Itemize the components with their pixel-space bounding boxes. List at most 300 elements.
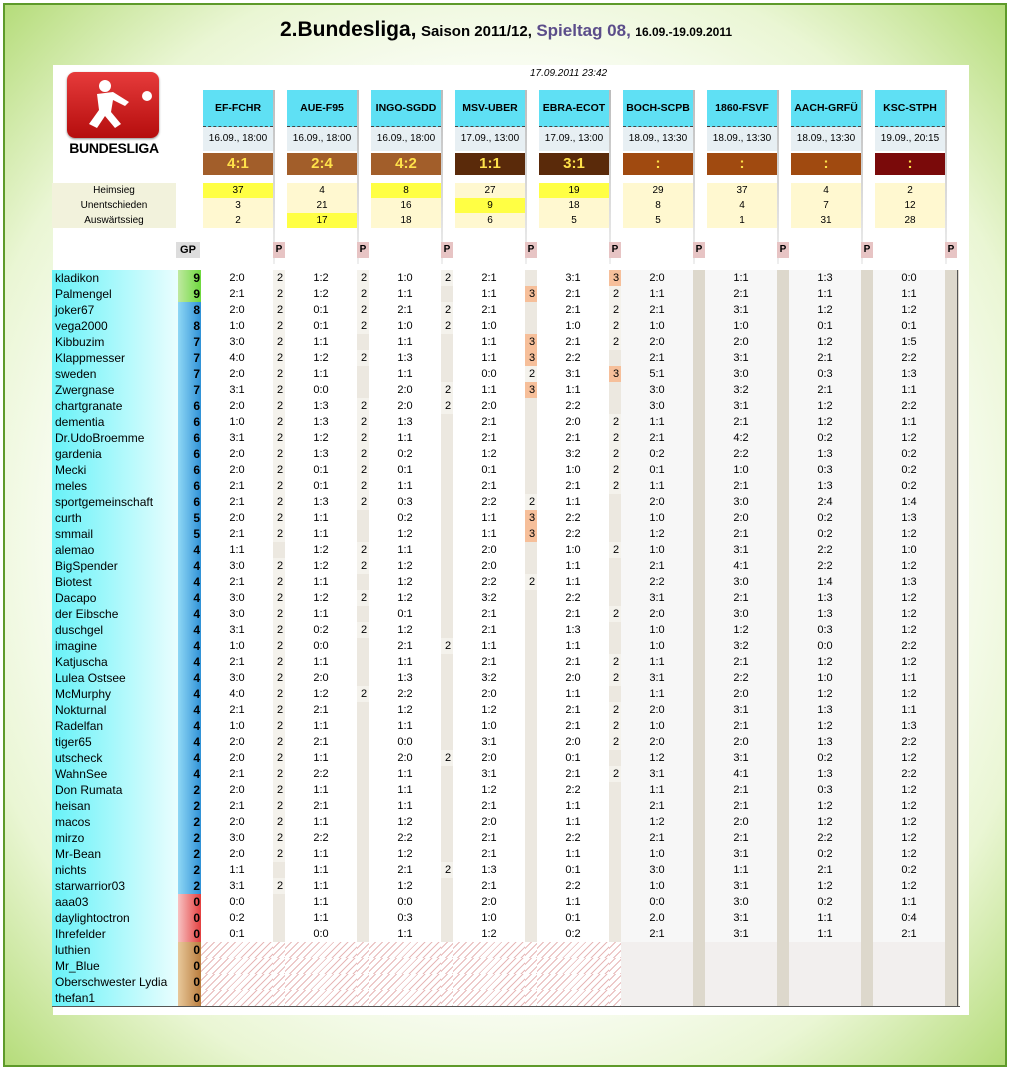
tip-cell: 4:2 [705, 430, 777, 446]
points-cell: 2 [357, 350, 371, 366]
match-result: 4:1 [203, 153, 273, 175]
tip-cell: 3:2 [705, 638, 777, 654]
points-cell: 2 [357, 686, 371, 702]
points-cell: 2 [441, 638, 455, 654]
tip-cell: 2:1 [621, 926, 693, 942]
tip-cell: 0:2 [369, 446, 441, 462]
tip-cell: 1:2 [789, 798, 861, 814]
player-name[interactable]: starwarrior03 [52, 878, 178, 894]
column-shadow [273, 90, 275, 264]
tip-cell [369, 942, 441, 958]
tip-cell: 2:1 [789, 862, 861, 878]
column-divider [957, 942, 958, 958]
player-name[interactable]: WahnSee [52, 766, 178, 782]
player-name[interactable]: dementia [52, 414, 178, 430]
logo-wordmark: BUNDESLIGA [69, 140, 159, 156]
tip-cell: 0:0 [285, 638, 357, 654]
tip-cell: 2:1 [621, 430, 693, 446]
tip-cell [201, 990, 273, 1006]
tip-cell: 1:1 [789, 286, 861, 302]
player-points: 4 [178, 606, 202, 622]
tip-cell: 0:0 [369, 894, 441, 910]
match-header-4[interactable]: EBRA-ECOT [539, 90, 609, 127]
tip-cell: 1:0 [873, 542, 945, 558]
tip-cell [621, 990, 693, 1006]
column-shadow [861, 90, 863, 264]
tip-cell: 1:1 [285, 526, 357, 542]
player-points: 2 [178, 782, 202, 798]
table-row [52, 862, 960, 878]
match-date: 18.09., 13:30 [623, 127, 693, 151]
player-points: 4 [178, 750, 202, 766]
player-name[interactable]: Don Rumata [52, 782, 178, 798]
tip-cell: 2:0 [201, 846, 273, 862]
tip-cell: 0:1 [285, 462, 357, 478]
tip-cell: 2:1 [453, 414, 525, 430]
player-points: 0 [178, 942, 202, 958]
points-cell: 2 [357, 478, 371, 494]
points-cell: 2 [273, 750, 287, 766]
player-name[interactable]: Klappmesser [52, 350, 178, 366]
points-cell: 2 [357, 590, 371, 606]
points-cell: 2 [273, 526, 287, 542]
tip-cell: 1:2 [873, 750, 945, 766]
match-header-1[interactable]: AUE-F95 [287, 90, 357, 127]
tip-cell [537, 942, 609, 958]
table-row [52, 478, 960, 494]
match-header-2[interactable]: INGO-SGDD [371, 90, 441, 127]
table-row [52, 414, 960, 430]
points-cell: 2 [609, 702, 623, 718]
points-cell: 3 [609, 270, 623, 286]
table-row [52, 334, 960, 350]
player-points: 6 [178, 398, 202, 414]
tip-cell [453, 958, 525, 974]
tip-cell: 2:1 [453, 654, 525, 670]
table-row [52, 926, 960, 942]
player-name[interactable]: Katjuscha [52, 654, 178, 670]
tip-cell: 1:2 [873, 830, 945, 846]
tip-cell: 1:2 [789, 414, 861, 430]
tip-cell: 2:0 [453, 814, 525, 830]
table-row [52, 510, 960, 526]
player-name[interactable]: daylightoctron [52, 910, 178, 926]
tip-cell: 1:2 [789, 718, 861, 734]
stat-value: 18 [371, 213, 441, 228]
tip-cell: 2:2 [873, 398, 945, 414]
tip-cell: 1:1 [873, 702, 945, 718]
match-header-6[interactable]: 1860-FSVF [707, 90, 777, 127]
tip-cell: 2:0 [201, 446, 273, 462]
match-header-5[interactable]: BOCH-SCPB [623, 90, 693, 127]
tip-cell [873, 958, 945, 974]
tip-cell: 5:1 [621, 366, 693, 382]
column-divider [957, 670, 958, 686]
points-cell: 2 [273, 430, 287, 446]
tip-cell: 2:0 [537, 414, 609, 430]
tip-cell: 2:0 [705, 814, 777, 830]
player-name[interactable]: utscheck [52, 750, 178, 766]
column-shadow [357, 90, 359, 264]
tip-cell: 1:1 [537, 382, 609, 398]
match-date: 18.09., 13:30 [791, 127, 861, 151]
tip-cell: 1:1 [621, 782, 693, 798]
match-header-7[interactable]: AACH-GRFÜ [791, 90, 861, 127]
tip-cell: 3:0 [201, 558, 273, 574]
player-name[interactable]: Ihrefelder [52, 926, 178, 942]
stat-value: 12 [875, 198, 945, 213]
points-cell: 2 [609, 286, 623, 302]
tip-cell: 1:2 [453, 446, 525, 462]
tip-cell: 2:0 [285, 670, 357, 686]
stat-value: 5 [623, 213, 693, 228]
tip-cell: 1:2 [453, 782, 525, 798]
tip-cell [201, 942, 273, 958]
column-shadow [525, 90, 527, 264]
tip-cell: 1:2 [369, 558, 441, 574]
table-row [52, 910, 960, 926]
player-name[interactable]: meles [52, 478, 178, 494]
column-divider [957, 526, 958, 542]
player-points: 5 [178, 510, 202, 526]
player-name[interactable]: curth [52, 510, 178, 526]
player-points: 4 [178, 766, 202, 782]
tip-cell: 1:1 [285, 814, 357, 830]
column-divider [957, 782, 958, 798]
tip-cell: 2:1 [285, 734, 357, 750]
points-cell: 2 [273, 638, 287, 654]
tip-cell: 1:2 [873, 526, 945, 542]
tip-cell: 1:0 [621, 622, 693, 638]
column-divider [957, 334, 958, 350]
match-header-0[interactable]: EF-FCHR [203, 90, 273, 127]
tip-cell: 2:2 [873, 734, 945, 750]
tip-cell: 3:2 [453, 590, 525, 606]
tip-cell: 2:0 [621, 702, 693, 718]
tip-cell: 2:0 [201, 750, 273, 766]
tip-cell: 2:0 [201, 270, 273, 286]
league-title: 2.Bundesliga, [279, 18, 417, 41]
column-divider [957, 766, 958, 782]
player-points: 4 [178, 590, 202, 606]
player-name[interactable]: vega2000 [52, 318, 178, 334]
tip-cell [789, 990, 861, 1006]
column-shadow [777, 90, 779, 264]
player-points: 8 [178, 318, 202, 334]
table-row [52, 702, 960, 718]
player-name[interactable]: der Eibsche [52, 606, 178, 622]
tip-cell: 2:0 [621, 334, 693, 350]
player-name[interactable]: thefan1 [52, 990, 178, 1006]
tip-cell: 1:2 [873, 814, 945, 830]
player-name[interactable]: gardenia [52, 446, 178, 462]
player-name[interactable]: smmail [52, 526, 178, 542]
tip-cell: 2:2 [873, 766, 945, 782]
tip-cell: 2:0 [453, 398, 525, 414]
points-cell: 2 [273, 478, 287, 494]
tip-cell: 1:2 [369, 590, 441, 606]
tip-cell: 1:2 [621, 526, 693, 542]
tip-cell: 2:2 [873, 350, 945, 366]
column-divider [957, 990, 958, 1006]
tip-cell: 2:0 [621, 734, 693, 750]
player-name[interactable]: Dacapo [52, 590, 178, 606]
points-cell: 2 [273, 414, 287, 430]
column-divider [957, 910, 958, 926]
tip-cell: 1:4 [789, 574, 861, 590]
column-divider [957, 350, 958, 366]
tip-cell: 2:2 [537, 830, 609, 846]
tip-cell: 0:0 [285, 926, 357, 942]
player-points: 2 [178, 798, 202, 814]
tip-cell: 1:2 [873, 430, 945, 446]
stat-label: Heimsieg [52, 183, 176, 198]
tip-cell: 3:0 [705, 606, 777, 622]
player-name[interactable]: macos [52, 814, 178, 830]
tip-cell: 3:1 [537, 270, 609, 286]
table-row [52, 574, 960, 590]
player-name[interactable]: kladikon [52, 270, 178, 286]
player-name[interactable]: Radelfan [52, 718, 178, 734]
tip-cell: 3:0 [201, 590, 273, 606]
matchday-label: Spieltag 08, [536, 21, 631, 40]
tip-cell: 1:2 [789, 878, 861, 894]
player-points: 8 [178, 302, 202, 318]
tip-cell: 1:1 [285, 718, 357, 734]
tip-cell: 2:1 [873, 926, 945, 942]
points-cell: 2 [273, 782, 287, 798]
tip-cell: 0:2 [285, 622, 357, 638]
player-name[interactable]: imagine [52, 638, 178, 654]
player-name[interactable]: Lulea Ostsee [52, 670, 178, 686]
tip-cell: 1:1 [537, 798, 609, 814]
tip-cell [201, 958, 273, 974]
player-name[interactable]: heisan [52, 798, 178, 814]
tip-cell: 1:1 [537, 638, 609, 654]
tip-cell: 1:3 [789, 766, 861, 782]
tip-cell: 2:1 [285, 798, 357, 814]
tip-cell [453, 990, 525, 1006]
tip-cell: 2:1 [537, 478, 609, 494]
match-header-8[interactable]: KSC-STPH [875, 90, 945, 127]
tip-cell [201, 974, 273, 990]
tip-cell: 2:0 [201, 302, 273, 318]
points-header: P [441, 242, 453, 258]
player-name[interactable]: Oberschwester Lydia [52, 974, 178, 990]
tip-cell: 2:1 [705, 590, 777, 606]
tip-cell: 1:1 [453, 526, 525, 542]
match-result: 3:1 [539, 153, 609, 175]
points-cell: 2 [609, 718, 623, 734]
player-points: 0 [178, 910, 202, 926]
tip-cell: 3:0 [705, 894, 777, 910]
tip-cell: 2:1 [453, 846, 525, 862]
player-name[interactable]: Dr.UdoBroemme [52, 430, 178, 446]
tip-cell: 1:1 [453, 286, 525, 302]
tip-cell: 1:2 [789, 814, 861, 830]
tip-cell: 2:2 [537, 398, 609, 414]
tip-cell: 2:1 [705, 526, 777, 542]
tip-cell: 0:1 [537, 862, 609, 878]
tip-cell: 2:1 [369, 302, 441, 318]
column-divider [957, 462, 958, 478]
player-name[interactable]: Mecki [52, 462, 178, 478]
column-divider [957, 894, 958, 910]
tip-cell: 3:1 [705, 878, 777, 894]
tip-cell: 1:1 [369, 334, 441, 350]
player-name[interactable]: alemao [52, 542, 178, 558]
points-header: P [525, 242, 537, 258]
player-name[interactable]: Biotest [52, 574, 178, 590]
player-name[interactable]: Palmengel [52, 286, 178, 302]
tip-cell: 2:0 [201, 814, 273, 830]
tip-cell: 3:2 [453, 670, 525, 686]
column-divider [957, 414, 958, 430]
tip-cell: 1:1 [453, 510, 525, 526]
tip-cell: 2:1 [621, 798, 693, 814]
table-row [52, 286, 960, 302]
tip-cell [789, 958, 861, 974]
gp-column-header: GP [176, 242, 200, 258]
points-cell: 2 [357, 558, 371, 574]
tip-cell: 1:0 [201, 318, 273, 334]
column-divider [957, 558, 958, 574]
column-shadow [609, 90, 611, 264]
tip-cell: 0:0 [369, 734, 441, 750]
tip-cell: 0:0 [621, 894, 693, 910]
player-name[interactable]: Mr-Bean [52, 846, 178, 862]
points-cell: 2 [273, 734, 287, 750]
points-cell: 2 [273, 798, 287, 814]
points-cell: 2 [273, 334, 287, 350]
player-name[interactable]: duschgel [52, 622, 178, 638]
tip-cell: 0:1 [369, 462, 441, 478]
points-cell: 2 [609, 766, 623, 782]
player-name[interactable]: McMurphy [52, 686, 178, 702]
player-name[interactable]: sweden [52, 366, 178, 382]
column-divider [957, 734, 958, 750]
stat-value: 1 [707, 213, 777, 228]
stat-value: 29 [623, 183, 693, 198]
points-cell: 2 [441, 862, 455, 878]
tip-cell: 1:2 [285, 270, 357, 286]
player-points: 7 [178, 334, 202, 350]
tip-cell: 2:2 [369, 830, 441, 846]
tip-cell: 4:1 [705, 558, 777, 574]
player-points: 5 [178, 526, 202, 542]
player-name[interactable]: joker67 [52, 302, 178, 318]
points-cell: 2 [609, 670, 623, 686]
tip-cell: 1:2 [369, 878, 441, 894]
player-name[interactable]: Zwergnase [52, 382, 178, 398]
stat-value: 3 [203, 198, 273, 213]
tip-cell: 1:0 [621, 878, 693, 894]
player-points: 6 [178, 414, 202, 430]
points-cell: 2 [273, 318, 287, 334]
table-row [52, 878, 960, 894]
player-name[interactable]: luthien [52, 942, 178, 958]
column-divider [957, 846, 958, 862]
tip-cell: 2:1 [453, 478, 525, 494]
tip-cell: 2:1 [201, 798, 273, 814]
bundesliga-logo [62, 72, 166, 162]
column-divider [957, 590, 958, 606]
table-row [52, 398, 960, 414]
player-name[interactable]: BigSpender [52, 558, 178, 574]
tip-cell: 1:0 [621, 510, 693, 526]
table-row [52, 766, 960, 782]
tip-cell: 1:1 [285, 782, 357, 798]
table-row [52, 686, 960, 702]
match-header-3[interactable]: MSV-UBER [455, 90, 525, 127]
points-cell: 2 [609, 654, 623, 670]
player-name[interactable]: tiger65 [52, 734, 178, 750]
tip-cell: 3:1 [201, 622, 273, 638]
points-cell: 2 [273, 350, 287, 366]
match-result: : [875, 153, 945, 175]
player-name[interactable]: sportgemeinschaft [52, 494, 178, 510]
points-cell: 2 [525, 494, 539, 510]
player-name[interactable]: chartgranate [52, 398, 178, 414]
points-cell: 3 [609, 366, 623, 382]
player-points: 7 [178, 382, 202, 398]
player-name[interactable]: mirzo [52, 830, 178, 846]
tip-cell: 2:1 [537, 718, 609, 734]
player-name[interactable]: nichts [52, 862, 178, 878]
points-cell: 2 [357, 446, 371, 462]
tip-cell: 1:1 [285, 878, 357, 894]
tip-cell: 1:2 [873, 302, 945, 318]
player-points: 2 [178, 830, 202, 846]
tip-cell: 3:1 [705, 926, 777, 942]
tip-cell: 1:3 [789, 446, 861, 462]
tip-cell: 2:0 [453, 686, 525, 702]
points-cell: 2 [609, 734, 623, 750]
tip-cell: 0:1 [873, 318, 945, 334]
tip-cell: 2:0 [537, 670, 609, 686]
table-row [52, 942, 960, 958]
tip-cell: 1:1 [285, 654, 357, 670]
tip-cell: 2:1 [705, 782, 777, 798]
tip-cell: 1:0 [369, 270, 441, 286]
tip-cell: 2:1 [621, 830, 693, 846]
tip-cell: 2:1 [537, 302, 609, 318]
tip-cell: 2:0 [453, 558, 525, 574]
tip-cell: 3:0 [705, 494, 777, 510]
points-cell: 2 [273, 878, 287, 894]
table-row [52, 430, 960, 446]
column-divider [957, 926, 958, 942]
tip-cell [537, 990, 609, 1006]
tip-cell: 1:0 [453, 910, 525, 926]
player-points: 2 [178, 814, 202, 830]
tip-cell: 1:0 [201, 718, 273, 734]
column-divider [957, 366, 958, 382]
tip-cell [789, 942, 861, 958]
player-name[interactable]: Kibbuzim [52, 334, 178, 350]
player-name[interactable]: Mr_Blue [52, 958, 178, 974]
player-points: 0 [178, 958, 202, 974]
match-date: 16.09., 18:00 [371, 127, 441, 151]
tip-cell: 2:1 [453, 830, 525, 846]
player-name[interactable]: aaa03 [52, 894, 178, 910]
points-cell: 2 [441, 318, 455, 334]
points-cell: 2 [273, 446, 287, 462]
tip-cell: 1:2 [285, 542, 357, 558]
tip-cell: 2:2 [537, 510, 609, 526]
table-row [52, 606, 960, 622]
player-name[interactable]: Nokturnal [52, 702, 178, 718]
